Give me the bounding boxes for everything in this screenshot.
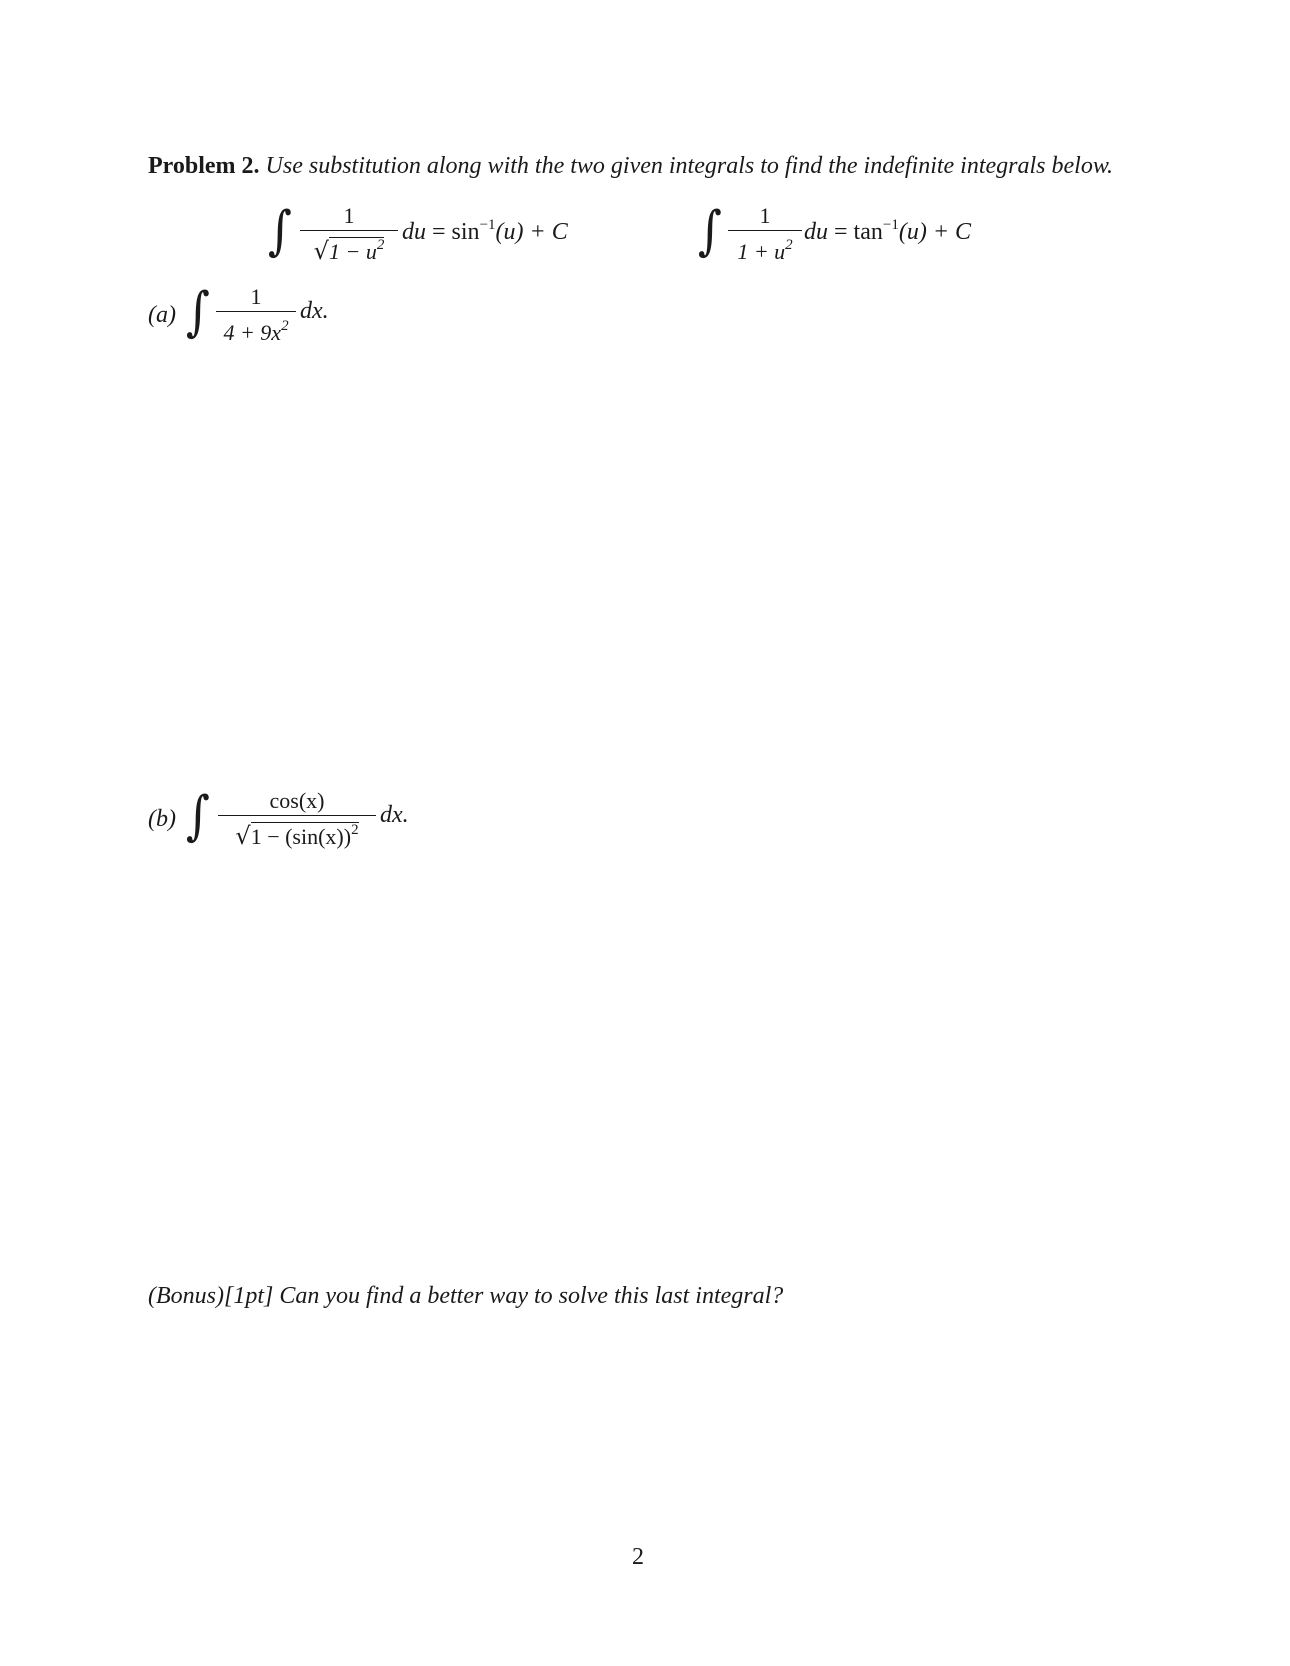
fraction-bar bbox=[216, 311, 296, 312]
fraction-numerator: 1 bbox=[759, 203, 771, 228]
problem-statement bbox=[148, 150, 1148, 182]
rhs-exponent: −1 bbox=[479, 217, 496, 233]
rhs-exponent: −1 bbox=[882, 217, 899, 233]
part-label: (a) bbox=[148, 302, 176, 328]
differential: du bbox=[804, 219, 828, 245]
fraction-numerator: 1 bbox=[250, 284, 262, 309]
bonus-question: (Bonus)[1pt] Can you find a better way to solve this last integral? bbox=[148, 1283, 784, 1309]
rhs-rest: (u) + C bbox=[495, 219, 568, 245]
fraction-numerator: cos(x) bbox=[269, 788, 325, 813]
fraction-denominator bbox=[728, 232, 802, 265]
exponent: 2 bbox=[376, 237, 385, 253]
differential: dx. bbox=[300, 298, 329, 324]
radical-icon: √ bbox=[313, 237, 329, 265]
rhs-function: tan bbox=[853, 219, 883, 245]
exponent: 2 bbox=[351, 822, 359, 838]
radicand: 1 − u bbox=[328, 239, 377, 264]
rhs-rest: (u) + C bbox=[898, 219, 972, 245]
fraction-bar bbox=[218, 815, 376, 816]
page-number: 2 bbox=[632, 1544, 644, 1570]
integral-sign: ∫ bbox=[268, 198, 292, 262]
fraction-bar bbox=[300, 230, 398, 231]
fraction bbox=[216, 284, 296, 346]
differential: du bbox=[402, 219, 426, 245]
problem-text: Use substitution along with the two given integrals to find the indefinite integrals below. bbox=[265, 153, 1114, 179]
square-root bbox=[235, 817, 358, 850]
exponent: 2 bbox=[281, 318, 289, 334]
radical-icon: √ bbox=[235, 822, 251, 850]
differential: dx. bbox=[380, 802, 409, 828]
denominator-base: 1 + u bbox=[737, 239, 786, 264]
fraction bbox=[728, 203, 802, 265]
part-label: (b) bbox=[148, 806, 176, 832]
equation-rhs: du = $\sin^{-1}(u) + C$ bbox=[402, 217, 568, 245]
rhs-function: sin bbox=[451, 219, 480, 245]
fraction-denominator bbox=[300, 232, 398, 265]
fraction-denominator bbox=[218, 817, 376, 850]
equation-rhs: du = $\tan^{-1}(u) + C$ bbox=[804, 217, 972, 245]
integral-sign: ∫ bbox=[186, 783, 210, 847]
fraction bbox=[218, 788, 376, 850]
fraction-bar bbox=[728, 230, 802, 231]
exponent: 2 bbox=[785, 237, 793, 253]
integral-sign: ∫ bbox=[698, 198, 722, 262]
fraction-numerator: 1 bbox=[343, 203, 355, 228]
problem-lead: Problem 2. bbox=[148, 153, 260, 179]
radicand: 1 − (sin(x)) bbox=[250, 824, 352, 849]
fraction bbox=[300, 203, 398, 265]
fraction-denominator bbox=[216, 313, 296, 346]
square-root bbox=[314, 232, 385, 265]
denominator-base: 4 + 9x bbox=[223, 320, 282, 345]
integral-sign: ∫ bbox=[186, 279, 210, 343]
